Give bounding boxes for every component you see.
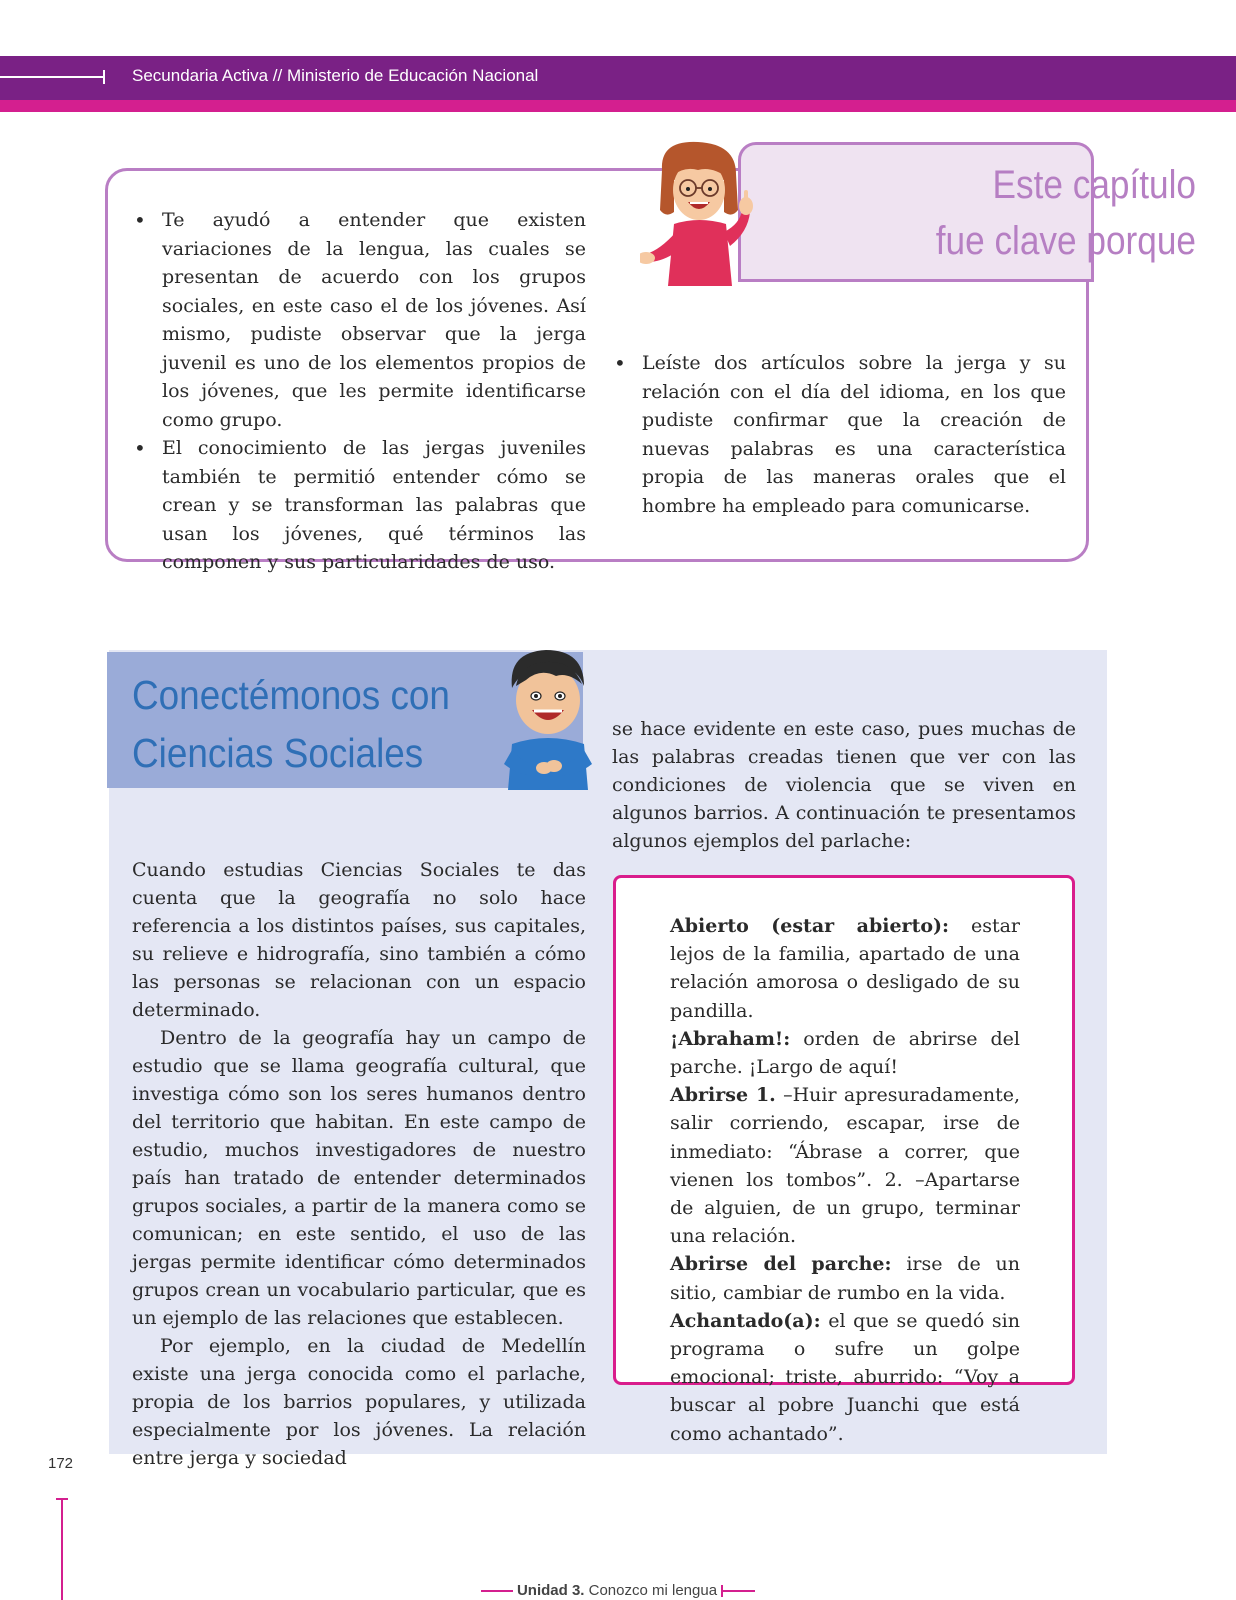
paragraph: Dentro de la geografía hay un campo de estudio que se llama geografía cultural, que investiga cómo son los seres humanos dentro del territorio que habitan. En este campo de estudio, muchos investigadores de nuestro país han tratado de entender determinados grupos sociales, a partir de la manera como se comunican; en este sentido, el uso de las jergas permite identificar cómo determinados grupos crean un vocabulario particular, que es un ejemplo de las relaciones que establecen. [132,1027,586,1329]
summary-bullet: • El conocimiento de las jergas juveniles también te permitió entender cómo se crean y se transforman las palabras que usan los jóvenes, qué términos las componen y sus particularidades de uso. [132,434,586,577]
glossary-entry [670,1307,1020,1448]
glossary-term: ¡Abraham!: [670,1027,791,1050]
glossary-definition: el que se quedó sin programa o sufre un golpe emocional; triste, aburrido: “Voy a buscar al pobre Juanchi que está como achantado”. [670,1309,1020,1445]
sociales-title-line-1: Conectémonos con [132,672,450,718]
sociales-left-column [132,856,586,1472]
girl-character-illustration [640,140,760,290]
paragraph: se hace evidente en este caso, pues muchas de las palabras creadas tienen que ver con las condiciones de violencia que se viven en algunos barrios. A continuación te presentamos algunos ejemplos del parlache: [612,718,1076,852]
glossary-entry [670,1025,1020,1081]
footer-dash-right [723,1590,755,1592]
header-rule-tick [103,70,105,84]
glossary-entry [670,1250,1020,1306]
sociales-right-column [612,715,1076,855]
sociales-title [132,666,528,782]
footer [0,1582,1236,1599]
summary-bullets-left [132,206,586,577]
summary-title [826,157,1196,269]
glossary-definition: –Huir apresuradamente, salir corriendo, escapar, irse de inmediato: “Ábrase a correr, que vienen los tombos”. 2. –Apartarse de alguien, de un grupo, terminar una relación. [670,1084,1020,1248]
footer-title: Conozco mi lengua [584,1582,718,1599]
glossary-definition: estar lejos de la familia, apartado de una relación amorosa o desligado de su pandilla. [670,915,1020,1022]
glossary-entry [670,1081,1020,1250]
paragraph: Por ejemplo, en la ciudad de Medellín existe una jerga conocida como el parlache, propia de los barrios populares, y utilizada especialmente por los jóvenes. La relación entre jerga y sociedad [132,1335,586,1469]
paragraph: Cuando estudias Ciencias Sociales te das cuenta que la geografía no solo hace referencia a los distintos países, sus capitales, su relieve e hidrografía, sino también a cómo las personas se relacionan con un espacio determinado. [132,859,586,1021]
footer-unit: Unidad 3. [516,1582,585,1599]
glossary-term: Abierto (estar abierto): [670,915,950,937]
glossary [670,912,1020,1448]
glossary-entry [670,912,1020,1025]
glossary-definition: orden de abrirse del parche. ¡Largo de aquí! [670,1027,1020,1079]
summary-bullet: • Leíste dos artículos sobre la jerga y su relación con el día del idioma, en los que pudiste confirmar que la creación de nuevas palabras es una característica propia de las maneras orales que el hombre ha empleado para comunicarse. [612,349,1066,520]
header-title: Secundaria Activa // Ministerio de Educación Nacional [132,66,539,85]
summary-title-line-1: Este capítulo [992,163,1196,207]
summary-bullet: • Te ayudó a entender que existen variaciones de la lengua, las cuales se presentan de acuerdo con los grupos sociales, en este caso el de los jóvenes. Así mismo, pudiste observar que la jerga juvenil es uno de los elementos propios de los jóvenes, que les permite identificarse como grupo. [132,206,586,434]
glossary-term: Abrirse del parche: [670,1253,892,1276]
header-rule [0,76,104,78]
footer-dash-left [481,1590,513,1592]
boy-character-illustration [498,646,598,790]
sociales-title-line-2: Ciencias Sociales [132,730,424,776]
glossary-term: Abrirse 1. [670,1084,776,1107]
summary-bullets-right [612,349,1066,520]
header-accent-stripe [0,100,1236,112]
summary-title-line-2: fue clave porque [935,219,1196,263]
glossary-definition: irse de un sitio, cambiar de rumbo en la vida. [670,1253,1020,1304]
page-number: 172 [48,1455,74,1472]
glossary-term: Achantado(a): [670,1309,821,1332]
